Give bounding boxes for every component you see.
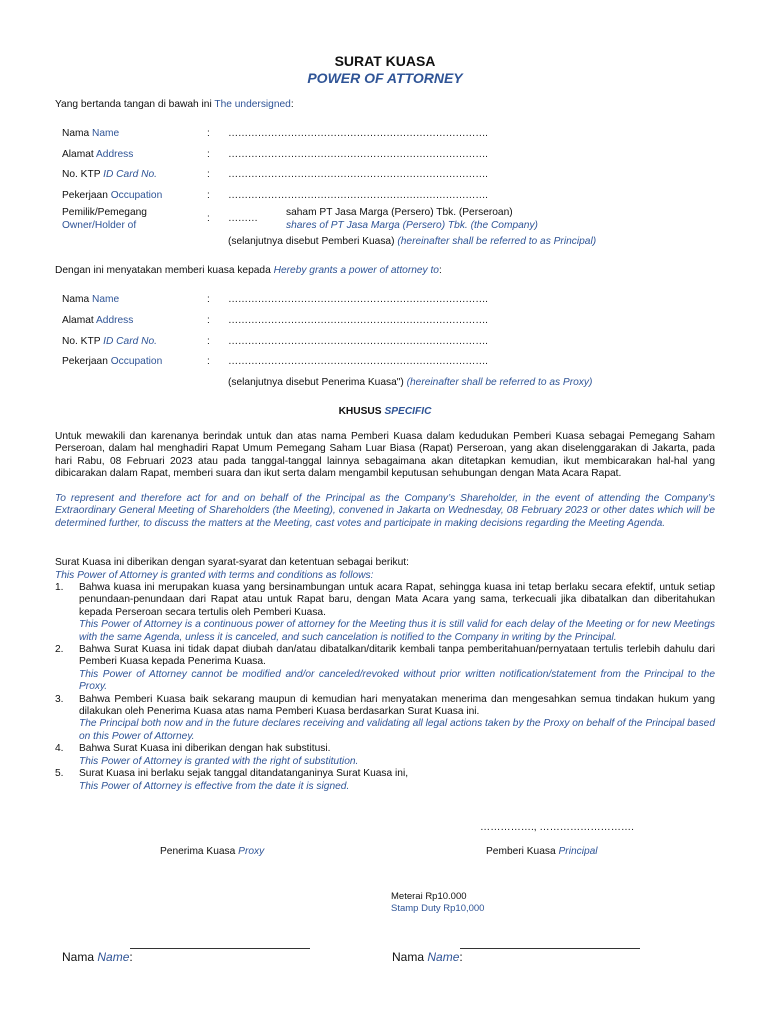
term-item: 4. Bahwa Surat Kuasa ini diberikan dengan hak substitusi. This Power of Attorney is granted with the right of substitution.	[55, 743, 359, 767]
owner-shares-value[interactable]: ………	[228, 213, 258, 224]
proxy-occupation-value[interactable]: …………………………………………………………………….	[228, 356, 488, 367]
proxy-address-value[interactable]: …………………………………………………………………….	[228, 315, 488, 326]
principal-id-card-value[interactable]: …………………………………………………………………….	[228, 169, 488, 180]
specific-heading: KHUSUS SPECIFIC	[338, 406, 432, 417]
term-item: 5. Surat Kuasa ini berlaku sejak tanggal ditandatanganinya Surat Kuasa ini, This Power of Attorney is effective from the date it is signed.	[55, 768, 409, 792]
terms-intro-id: Surat Kuasa ini diberikan dengan syarat-syarat dan ketentuan sebagai berikut:	[55, 557, 409, 568]
stamp-duty-label-en: Stamp Duty Rp10,000	[391, 903, 485, 914]
proxy-id-card-value[interactable]: …………………………………………………………………….	[228, 336, 488, 347]
proxy-name-label: Nama Name:	[62, 950, 133, 964]
proxy-name-value[interactable]: …………………………………………………………………….	[228, 294, 488, 305]
terms-intro-en: This Power of Attorney is granted with terms and conditions as follows:	[55, 570, 374, 581]
proxy-note: (selanjutnya disebut Penerima Kuasa") (hereinafter shall be referred to as Proxy)	[228, 377, 593, 388]
principal-address-value[interactable]: …………………………………………………………………….	[228, 149, 488, 160]
purpose-text-en: To represent and therefore act for and on behalf of the Principal as the Company’s Shareholder, in the event of attending the Company’s Extraordinary General Meeting of Shareholders (the Meeting), convened in Jakarta on Wednesday, 08 February 2023 or other dates which will be determined further, to discuss the matters at the Meeting, cast votes and participate in making decisions regarding the Meeting Agenda.	[55, 493, 715, 529]
principal-name-value[interactable]: …………………………………………………………………….	[228, 128, 488, 139]
term-item: 1. Bahwa kuasa ini merupakan kuasa yang bersinambungan untuk acara Rapat, sehingga kuasa ini tetap berlaku secara efektif, untuk setiap penundaan-penundaan dari Rapat atau untuk Rapat baru, dengan Mata Acara yang sama, terkecuali jika dibatalkan dan diberitahukan kepada Perseroan secara tertulis oleh Pemberi Kuasa. This Power of Attorney is a continuous power of attorney for the Meeting thus it is still valid for each delay of the Meeting or for new Meetings with the same Agenda, unless it is canceled, and such cancelation is notified to the Company in writing by the Principal.	[55, 582, 715, 643]
term-item: 3. Bahwa Pemberi Kuasa baik sekarang maupun di kemudian hari menyatakan menerima dan mengesahkan semua tindakan hukum yang dilakukan oleh Penerima Kuasa atas nama Pemberi Kuasa berdasarkan Surat Kuasa ini. The Principal both now and in the future declares receiving and validating all legal actions taken by the Proxy on behalf of the Principal based on this Power of Attorney.	[55, 693, 715, 742]
intro-text-en: The undersigned	[214, 99, 291, 110]
proxy-signature-label: Penerima Kuasa Proxy	[160, 846, 265, 857]
proxy-signature-line[interactable]	[130, 948, 310, 949]
purpose-text-id: Untuk mewakili dan karenanya berindak untuk dan atas nama Pemberi Kuasa dalam kedudukan Pemberi Kuasa sebagai Pemegang Saham Perseroan, dalam hal menghadiri Rapat Umum Pemegang Saham Luar Biasa (Rapat) Perseroan, yang akan diselenggarakan di Jakarta, pada hari Rabu, 08 Februari 2023 atau pada tanggal-tanggal lainnya sebagaimana akan ditetapkan kemudian, ikut membicarakan hal-hal yang dibicarakan dalam Rapat, memberi suara dan ikut serta dalam mengambil keputusan sehubungan dengan Mata Acara Rapat.	[55, 431, 715, 480]
term-item: 2. Bahwa Surat Kuasa ini tidak dapat diubah dan/atau dibatalkan/ditarik kembali tanpa pemberitahuan/pernyataan tertulis terlebih dahulu dari Pemberi Kuasa kepada Penerima Kuasa. This Power of Attorney cannot be modified and/or canceled/revoked without prior written notification/statement from the Principal to the Proxy.	[55, 644, 715, 693]
document-subtitle: POWER OF ATTORNEY	[307, 70, 463, 86]
principal-signature-line[interactable]	[460, 948, 640, 949]
principal-note: (selanjutnya disebut Pemberi Kuasa) (hereinafter shall be referred to as Principal)	[228, 236, 597, 247]
document-title: SURAT KUASA	[334, 53, 436, 69]
intro-text-id: Yang bertanda tangan di bawah ini	[55, 99, 212, 110]
intro-colon: :	[290, 99, 294, 110]
principal-occupation-value[interactable]: …………………………………………………………………….	[228, 190, 488, 201]
principal-name-label: Nama Name:	[392, 950, 463, 964]
place-date-field[interactable]: ……………., ……………………….	[480, 822, 634, 833]
principal-signature-label: Pemberi Kuasa Principal	[486, 846, 598, 857]
grant-line: Dengan ini menyatakan memberi kuasa kepada Hereby grants a power of attorney to:	[55, 265, 442, 276]
stamp-duty-label-id: Meterai Rp10.000	[391, 891, 467, 902]
terms-list	[55, 582, 715, 793]
intro-line	[55, 99, 294, 110]
